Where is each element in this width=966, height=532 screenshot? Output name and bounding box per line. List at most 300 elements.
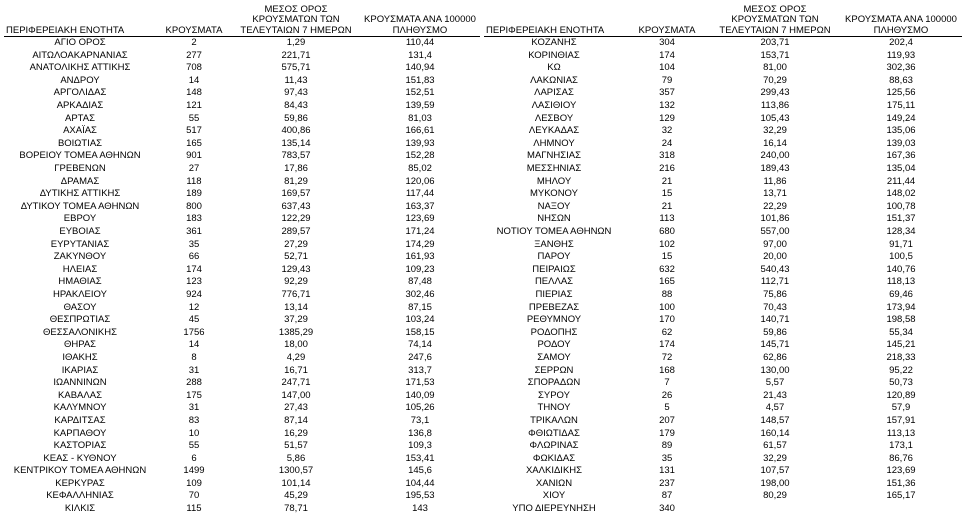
region-name: ΚΑΡΔΙΤΣΑΣ (54, 414, 106, 426)
per100k-value: 50,73 (889, 377, 913, 389)
region-name: ΧΑΝΙΩΝ (535, 477, 573, 489)
region-name: ΧΑΛΚΙΔΙΚΗΣ (525, 465, 583, 477)
avg7-value: 129,43 (281, 263, 311, 275)
avg7-value: 97,00 (763, 238, 787, 250)
table-row (484, 87, 962, 100)
region-name: ΚΑΛΥΜΝΟΥ (53, 402, 107, 414)
avg7-value: 27,29 (284, 238, 308, 250)
per100k-value: 73,1 (410, 414, 430, 426)
cases-value: 72 (661, 351, 673, 363)
cases-value: 31 (188, 402, 200, 414)
region-name: ΜΕΣΣΗΝΙΑΣ (526, 163, 582, 175)
per100k-value: 145,6 (408, 465, 432, 477)
table-header-row (4, 2, 480, 37)
region-name: ΚΑΡΠΑΘΟΥ (53, 427, 107, 439)
cases-value: 35 (188, 238, 200, 250)
table-row (4, 201, 480, 214)
table-row (4, 176, 480, 189)
region-name: ΡΟΔΟΠΗΣ (530, 326, 578, 338)
region-name: ΘΗΡΑΣ (63, 339, 97, 351)
avg7-value: 240,00 (760, 150, 790, 162)
cases-value: 680 (659, 226, 675, 237)
region-name: ΛΕΥΚΑΔΑΣ (528, 125, 580, 137)
region-name: ΣΠΟΡΑΔΩΝ (527, 377, 581, 389)
cases-value: 100 (659, 301, 675, 313)
region-name: ΔΡΑΜΑΣ (60, 175, 100, 187)
region-name: ΔΥΤΙΚΗΣ ΑΤΤΙΚΗΣ (39, 188, 121, 200)
region-name: ΘΕΣΠΡΩΤΙΑΣ (49, 314, 111, 326)
avg7-value: 78,71 (284, 503, 308, 515)
table-row (484, 251, 962, 264)
per100k-value: 148,02 (886, 188, 916, 200)
table-row (484, 364, 962, 377)
region-name: ΞΑΝΘΗΣ (534, 238, 574, 250)
avg7-value: 160,14 (760, 427, 790, 439)
per100k-value: 211,44 (886, 175, 916, 187)
cases-value: 66 (188, 251, 200, 263)
per100k-value: 302,36 (886, 62, 916, 74)
cases-value: 800 (186, 200, 202, 212)
avg7-value: 92,29 (284, 276, 308, 288)
cases-value: 7 (664, 377, 670, 389)
cases-value: 174 (659, 339, 675, 351)
region-name: ΠΕΛΛΑΣ (534, 276, 574, 288)
region-name: ΠΑΡΟΥ (537, 251, 571, 263)
cases-value: 26 (661, 389, 673, 401)
cases-value: 632 (659, 263, 675, 275)
cases-value: 104 (659, 62, 675, 74)
cases-value: 55 (188, 440, 200, 452)
per100k-value: 86,76 (889, 452, 913, 464)
table-row (484, 62, 962, 75)
region-name: ΣΥΡΟΥ (538, 389, 570, 401)
cases-value: 21 (661, 175, 673, 187)
avg7-value: 1,29 (286, 37, 306, 49)
cases-value: 131 (659, 465, 675, 477)
per100k-value: 153,41 (405, 452, 435, 464)
table-row (4, 188, 480, 201)
region-name: ΜΥΚΟΝΟΥ (530, 188, 578, 200)
table-row (484, 125, 962, 138)
cases-value: 118 (186, 175, 202, 187)
per100k-value: 110,44 (405, 37, 435, 49)
avg7-value: 400,86 (281, 125, 311, 137)
avg7-value: 13,71 (763, 188, 787, 200)
avg7-value: 147,00 (281, 389, 311, 401)
per100k-value: 218,33 (886, 351, 916, 363)
cases-value: 924 (186, 288, 202, 300)
cases-value: 5 (664, 402, 670, 414)
table-row (4, 163, 480, 176)
header-avg7: ΜΕΣΟΣ ΟΡΟΣ ΚΡΟΥΣΜΑΤΩΝ ΤΩΝ ΤΕΛΕΥΤΑΙΩΝ 7 ΗΜΕΡΩΝ (710, 2, 840, 37)
cases-value: 129 (659, 112, 675, 124)
table-row (484, 100, 962, 113)
avg7-value: 18,00 (284, 339, 308, 351)
per100k-value: 135,06 (886, 125, 916, 137)
avg7-value: 776,71 (281, 288, 311, 300)
per100k-value: 105,26 (405, 402, 435, 414)
table-row (4, 327, 480, 340)
cases-value: 83 (188, 414, 200, 426)
per100k-value: 140,94 (405, 62, 435, 74)
per100k-value: 139,93 (405, 137, 435, 149)
table-row (484, 427, 962, 440)
region-name: ΓΡΕΒΕΝΩΝ (54, 163, 106, 175)
avg7-value: 4,29 (286, 351, 306, 363)
table-row (4, 289, 480, 302)
header-per100k: ΚΡΟΥΣΜΑΤΑ ΑΝΑ 100000 ΠΛΗΘΥΣΜΟ (360, 2, 480, 37)
region-name: ΜΗΛΟΥ (536, 175, 572, 187)
region-name: ΚΕΦΑΛΛΗΝΙΑΣ (46, 490, 114, 502)
cases-value: 10 (188, 427, 200, 439)
per100k-value: 163,37 (405, 200, 435, 212)
table-row (484, 50, 962, 63)
cases-value: 1499 (183, 465, 205, 477)
per100k-value: 202,4 (889, 37, 913, 49)
avg7-value: 1385,29 (278, 326, 314, 338)
cases-table-left (4, 2, 480, 516)
region-name: ΛΑΚΩΝΙΑΣ (530, 74, 578, 86)
avg7-value: 62,86 (763, 351, 787, 363)
cases-value: 901 (186, 150, 202, 162)
region-name: ΚΕΡΚΥΡΑΣ (55, 477, 105, 489)
per100k-value (840, 503, 962, 516)
avg7-value: 4,57 (765, 402, 785, 414)
region-name: ΣΑΜΟΥ (537, 351, 571, 363)
region-name: ΚΩ (547, 62, 561, 74)
table-row (4, 251, 480, 264)
avg7-value: 113,86 (760, 100, 790, 112)
cases-value: 102 (659, 238, 675, 250)
avg7-value: 59,86 (763, 326, 787, 338)
table-row (484, 327, 962, 340)
table-row (484, 440, 962, 453)
table-row (484, 402, 962, 415)
table-row (484, 314, 962, 327)
per100k-value: 198,58 (886, 314, 916, 326)
table-row (4, 415, 480, 428)
avg7-value: 105,43 (760, 112, 790, 124)
avg7-value: 11,43 (284, 74, 308, 86)
per100k-value: 302,46 (405, 288, 435, 300)
cases-value: 207 (659, 414, 675, 426)
cases-value: 123 (186, 276, 202, 288)
region-name: ΚΑΒΑΛΑΣ (58, 389, 102, 401)
per100k-value: 140,09 (405, 389, 435, 401)
per100k-value: 91,71 (889, 238, 913, 250)
table-row (484, 276, 962, 289)
region-name: ΛΕΣΒΟΥ (534, 112, 574, 124)
region-name: ΛΑΣΙΘΙΟΥ (531, 100, 577, 112)
table-row (4, 427, 480, 440)
per100k-value: 100,78 (886, 200, 916, 212)
per100k-value: 145,21 (886, 339, 916, 351)
table-row (484, 113, 962, 126)
header-cases: ΚΡΟΥΣΜΑΤΑ (156, 2, 232, 37)
avg7-value: 153,71 (760, 49, 790, 61)
table-row (484, 239, 962, 252)
cases-value: 340 (659, 503, 675, 515)
table-row (4, 138, 480, 151)
per100k-value: 152,28 (405, 150, 435, 162)
table-header-row (484, 2, 962, 37)
per100k-value: 151,36 (886, 477, 916, 489)
per100k-value: 135,04 (886, 163, 916, 175)
table-row (4, 226, 480, 239)
avg7-value: 16,71 (284, 364, 308, 376)
per100k-value: 136,8 (408, 427, 432, 439)
table-row (4, 276, 480, 289)
table-row (4, 352, 480, 365)
table-row (4, 113, 480, 126)
avg7-value: 81,29 (284, 175, 308, 187)
avg7-value: 32,29 (763, 452, 787, 464)
region-name: ΦΘΙΩΤΙΔΑΣ (528, 427, 580, 439)
avg7-value: 70,43 (763, 301, 787, 313)
avg7-value: 52,71 (284, 251, 308, 263)
table-row (4, 465, 480, 478)
cases-value: 165 (659, 276, 675, 288)
per100k-value: 109,23 (405, 263, 435, 275)
avg7-value: 112,71 (760, 276, 790, 288)
cases-value: 318 (659, 150, 675, 162)
per100k-value: 171,53 (405, 377, 435, 389)
table-row (484, 289, 962, 302)
region-name: ΚΕΝΤΡΙΚΟΥ ΤΟΜΕΑ ΑΘΗΝΩΝ (13, 465, 147, 477)
region-name: ΠΡΕΒΕΖΑΣ (528, 301, 580, 313)
table-row (484, 37, 962, 50)
per100k-value: 157,91 (886, 414, 916, 426)
cases-value: 361 (186, 226, 202, 237)
region-name: ΙΚΑΡΙΑΣ (61, 364, 99, 376)
avg7-value: 221,71 (281, 49, 311, 61)
per100k-value: 151,37 (886, 213, 916, 225)
cases-value: 175 (186, 389, 202, 401)
cases-value: 148 (186, 87, 202, 99)
cases-value: 14 (188, 74, 200, 86)
per100k-value: 118,13 (886, 276, 916, 288)
cases-value: 21 (661, 200, 673, 212)
avg7-value: 1300,57 (278, 465, 314, 477)
avg7-value: 145,71 (760, 339, 790, 351)
avg7-value: 783,57 (281, 150, 311, 162)
table-row (484, 213, 962, 226)
table-row (484, 339, 962, 352)
avg7-value: 189,43 (760, 163, 790, 175)
per100k-value: 120,89 (886, 389, 916, 401)
cases-value: 237 (659, 477, 675, 489)
region-name: ΦΛΩΡΙΝΑΣ (529, 440, 579, 452)
per100k-value: 313,7 (408, 364, 432, 376)
cases-value: 216 (659, 163, 675, 175)
table-row (484, 465, 962, 478)
table-row (4, 490, 480, 503)
per100k-value: 85,02 (408, 163, 432, 175)
per100k-value: 113,13 (886, 427, 916, 439)
avg7-value: 169,57 (281, 188, 311, 200)
cases-value: 55 (188, 112, 200, 124)
per100k-value: 175,11 (886, 100, 916, 112)
table-row (4, 478, 480, 491)
cases-value: 27 (188, 163, 200, 175)
avg7-value: 101,14 (281, 477, 311, 489)
region-name: ΗΜΑΘΙΑΣ (58, 276, 102, 288)
region-name: ΒΟΙΩΤΙΑΣ (57, 137, 103, 149)
per100k-value: 161,93 (405, 251, 435, 263)
header-cases: ΚΡΟΥΣΜΑΤΑ (624, 2, 710, 37)
region-name: ΝΟΤΙΟΥ ΤΟΜΕΑ ΑΘΗΝΩΝ (496, 226, 612, 237)
cases-value: 708 (186, 62, 202, 74)
avg7-value: 22,29 (763, 200, 787, 212)
region-name: ΝΗΣΩΝ (537, 213, 571, 225)
region-name: ΜΑΓΝΗΣΙΑΣ (527, 150, 581, 162)
avg7-value: 59,86 (284, 112, 308, 124)
table-row (4, 213, 480, 226)
region-name: ΠΙΕΡΙΑΣ (535, 288, 573, 300)
per100k-value: 100,5 (889, 251, 913, 263)
cases-value: 121 (186, 100, 202, 112)
region-name: ΙΩΑΝΝΙΝΩΝ (53, 377, 107, 389)
avg7-value: 51,57 (284, 440, 308, 452)
avg7-value: 97,43 (284, 87, 308, 99)
region-name: ΘΕΣΣΑΛΟΝΙΚΗΣ (43, 326, 117, 338)
per100k-value: 149,24 (886, 112, 916, 124)
header-per100k: ΚΡΟΥΣΜΑΤΑ ΑΝΑ 100000 ΠΛΗΘΥΣΜΟ (840, 2, 962, 37)
cases-value: 277 (186, 49, 202, 61)
table-row (484, 352, 962, 365)
table-row (4, 239, 480, 252)
per100k-value: 151,83 (405, 74, 435, 86)
cases-value: 62 (661, 326, 673, 338)
avg7-value: 289,57 (281, 226, 311, 237)
cases-value: 288 (186, 377, 202, 389)
region-name: ΘΑΣΟΥ (63, 301, 97, 313)
cases-value: 183 (186, 213, 202, 225)
table-row (4, 440, 480, 453)
region-name: ΕΥΡΥΤΑΝΙΑΣ (50, 238, 110, 250)
avg7-value: 16,14 (763, 137, 787, 149)
avg7-value: 198,00 (760, 477, 790, 489)
table-row (484, 226, 962, 239)
region-name: ΔΥΤΙΚΟΥ ΤΟΜΕΑ ΑΘΗΝΩΝ (20, 200, 140, 212)
region-name: ΛΑΡΙΣΑΣ (534, 87, 574, 99)
table-row (4, 125, 480, 138)
table-row (484, 390, 962, 403)
per100k-value: 117,44 (405, 188, 435, 200)
avg7-value: 575,71 (281, 62, 311, 74)
region-name: ΚΑΣΤΟΡΙΑΣ (53, 440, 107, 452)
avg7-value: 21,43 (763, 389, 787, 401)
table-row (4, 50, 480, 63)
avg7-value (710, 503, 840, 516)
avg7-value: 140,71 (760, 314, 790, 326)
per100k-value: 119,93 (886, 49, 916, 61)
table-row (4, 364, 480, 377)
avg7-value: 5,86 (286, 452, 306, 464)
region-name: ΥΠΟ ΔΙΕΡΕΥΝΗΣΗ (512, 503, 596, 515)
region-name: ΑΡΤΑΣ (65, 112, 95, 124)
table-row (484, 176, 962, 189)
per100k-value: 69,46 (889, 288, 913, 300)
table-row (484, 453, 962, 466)
per100k-value: 158,15 (405, 326, 435, 338)
cases-value: 15 (661, 188, 673, 200)
avg7-value: 87,14 (284, 414, 308, 426)
table-row (484, 415, 962, 428)
region-name: ΚΕΑΣ - ΚΥΘΝΟΥ (43, 452, 117, 464)
avg7-value: 32,29 (763, 125, 787, 137)
table-row (484, 490, 962, 503)
cases-value: 87 (661, 490, 673, 502)
per100k-value: 167,36 (886, 150, 916, 162)
per100k-value: 247,6 (408, 351, 432, 363)
per100k-value: 123,69 (886, 465, 916, 477)
avg7-value: 11,86 (763, 175, 787, 187)
cases-table-right (484, 2, 962, 516)
cases-value: 79 (661, 74, 673, 86)
per100k-value: 104,44 (405, 477, 435, 489)
avg7-value: 17,86 (284, 163, 308, 175)
cases-value: 8 (191, 351, 197, 363)
cases-value: 304 (659, 37, 675, 49)
table-row (484, 150, 962, 163)
table-row (4, 402, 480, 415)
region-name: ΣΕΡΡΩΝ (534, 364, 574, 376)
avg7-value: 148,57 (760, 414, 790, 426)
cases-value: 109 (186, 477, 202, 489)
per100k-value: 174,29 (405, 238, 435, 250)
table-row (4, 314, 480, 327)
per100k-value: 195,53 (405, 490, 435, 502)
table-row (4, 100, 480, 113)
per100k-value: 125,56 (886, 87, 916, 99)
cases-value: 70 (188, 490, 200, 502)
region-name: ΑΡΓΟΛΙΔΑΣ (53, 87, 107, 99)
avg7-value: 70,29 (763, 74, 787, 86)
table-row (4, 453, 480, 466)
cases-value: 2 (191, 37, 197, 49)
region-name: ΗΡΑΚΛΕΙΟΥ (53, 288, 107, 300)
header-region: ΠΕΡΙΦΕΡΕΙΑΚΗ ΕΝΟΤΗΤΑ (484, 2, 624, 37)
cases-value: 115 (186, 503, 202, 515)
avg7-value: 13,14 (284, 301, 308, 313)
avg7-value: 101,86 (760, 213, 790, 225)
cases-value: 174 (186, 263, 202, 275)
per100k-value: 95,22 (889, 364, 913, 376)
avg7-value: 84,43 (284, 100, 308, 112)
region-name: ΖΑΚΥΝΘΟΥ (53, 251, 107, 263)
avg7-value: 135,14 (281, 137, 311, 149)
per100k-value: 171,24 (405, 226, 435, 237)
region-name: ΑΝΑΤΟΛΙΚΗΣ ΑΤΤΙΚΗΣ (29, 62, 131, 74)
region-name: ΡΕΘΥΜΝΟΥ (526, 314, 582, 326)
cases-value: 517 (186, 125, 202, 137)
region-name: ΚΟΡΙΝΘΙΑΣ (528, 49, 580, 61)
region-name: ΦΩΚΙΔΑΣ (532, 452, 576, 464)
region-name: ΕΒΡΟΥ (63, 213, 97, 225)
per100k-value: 140,76 (886, 263, 916, 275)
per100k-value: 173,1 (889, 440, 913, 452)
table-row (484, 75, 962, 88)
cases-value: 357 (659, 87, 675, 99)
per100k-value: 165,17 (886, 490, 916, 502)
table-row (484, 138, 962, 151)
avg7-value: 299,43 (760, 87, 790, 99)
table-row (4, 377, 480, 390)
table-row (484, 478, 962, 491)
per100k-value: 139,03 (886, 137, 916, 149)
table-row (4, 503, 480, 516)
